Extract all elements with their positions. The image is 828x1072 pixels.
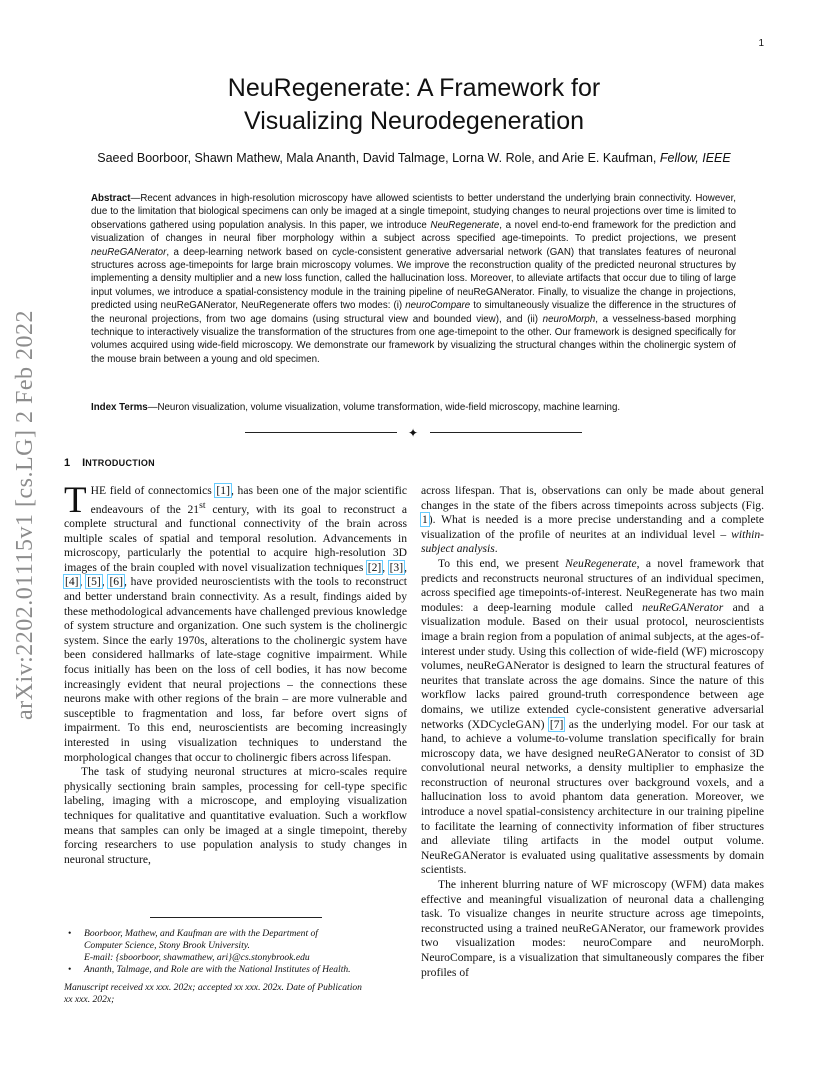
citation-link[interactable]: [6] (109, 575, 123, 589)
footnote-line: • Boorboor, Mathew, and Kaufman are with the Department of (84, 928, 318, 939)
superscript: st (199, 499, 206, 511)
title-line-2: Visualizing Neurodegeneration (243, 107, 585, 135)
citation-link[interactable]: [7] (549, 717, 564, 731)
body-text: and a visualization module. Based on their usual protocol, neuroscientists image a brain region from a population of animal subjects, at the ages-of-interest under study. Using this collection of wide-field (WF) microscopy volumes, neuReGANerator is designed to learn the structural features of neurites that translate across the age domains. Since the nature of this workflow lacks paired ground-truth correspondence between age domains, we utilize extended cycle-consistent generative adversarial networks (XDCycleGAN) (421, 600, 764, 731)
body-text: as the underlying model. For our task at hand, to achieve a volume-to-volume translation specifically for brain microscopy data, we have designed neuReGANerator to consist of 3D convolutional neural networks, a density multiplier to emphasize the reconstruction of neuronal structures over background voxels, and a hallucination loss to avoid phantom data generation. Moreover, we introduce a novel spatial-consistency architecture in our training pipeline to facilitate the learning of connectivity information of fiber structures and alleviate tiling artifacts in the model output volume. NeuReGANerator is evaluated using qualitative assessments by domain scientists. (421, 717, 764, 877)
footnote-rule (150, 917, 322, 918)
body-text: ). What is needed is a more precise understanding and a complete visualization of the profile of neurites at an individual level – (421, 513, 764, 541)
body-text: , (382, 560, 389, 574)
section-initial: I (82, 457, 86, 469)
separator-line-right (430, 432, 582, 433)
separator-star-icon: ✦ (408, 426, 419, 440)
citation-link[interactable]: [1] (216, 484, 230, 497)
abstract-emph: NeuRegenerate (430, 219, 500, 231)
section-heading (64, 457, 155, 469)
abstract-label: Abstract (91, 193, 131, 204)
left-column (64, 480, 408, 867)
index-terms (91, 402, 751, 413)
body-text: , has been one of the major scientific endeavours of the 21 (90, 484, 407, 516)
body-text: , a novel framework that predicts and reconstructs neuronal structures of an individual specimen, across specified age timepoints-of-interest. NeuRegenerate has two main modules: a deep-learning module called (421, 556, 764, 614)
body-text: To this end, we present (438, 556, 566, 570)
citation-link[interactable]: [3] (389, 560, 404, 574)
index-terms-label: Index Terms (91, 402, 148, 413)
title-line-1: NeuRegenerate: A Framework for (227, 74, 601, 102)
abstract-text: , a vesselness-based morphing technique to interactively visualize the transformation of the structures from one age-timepoint to the other. Our framework is designed specifically for volumes acquired using wide-field microscopy. We demonstrate our framework by visualizing the structural changes within the cholinergic system of the mouse brain between a young and old specimen. (91, 313, 736, 365)
authors-main: Saeed Boorboor, Shawn Mathew, Mala Ananth, David Talmage, Lorna W. Role, and Arie E. Kaufman, (97, 151, 657, 165)
abstract (91, 192, 736, 366)
footnote-affiliation (64, 928, 407, 964)
body-text: , (404, 560, 407, 574)
emphasis: neuReGANerator (642, 600, 724, 614)
body-text: field of connectomics (106, 484, 216, 497)
emphasis: NeuRegenerate (565, 556, 637, 570)
abstract-text: to simultaneously visualize the difference in the structures of the neuronal projections, from two age domains (using structural view and bounded view), and (ii) (91, 300, 736, 325)
footnote-line: xx xxx. 202x; (64, 994, 115, 1005)
abstract-emph: neuroCompare (405, 300, 471, 312)
manuscript-note (64, 982, 407, 1006)
citation-link[interactable]: [5] (87, 575, 101, 589)
footnote-affiliation: • Ananth, Talmage, and Role are with the National Institutes of Health. (64, 964, 407, 976)
paragraph (64, 480, 408, 765)
paper-title (60, 72, 768, 138)
footnote-line: Manuscript received xx xxx. 202x; accepted xx xxx. 202x. Date of Publication (64, 982, 362, 993)
abstract-text: , a novel end-to-end framework for the prediction and visualization of changes in neural fiber morphology within a subject across specified age-timepoints. To predict projections, we present (91, 219, 736, 245)
paragraph: The inherent blurring nature of WF microscopy (WFM) data makes effective and meaningful visualization of neuronal data a challenging task. To visualize changes in neurite structure across age timepoints, reconstructed using a trained neuReGANerator, our framework provides two visualization modes: neuroCompare and neuroMorph. NeuroCompare, is a visualization that simultaneously compares the fiber profiles of (421, 878, 764, 979)
section-number: 1 (64, 457, 71, 469)
footnote-email: E-mail: {sboorboor, shawmathew, ari}@cs.stonybrook.edu (84, 952, 310, 963)
small-caps-text: HE (90, 484, 107, 497)
paragraph (421, 484, 764, 557)
section-separator (0, 428, 828, 438)
authors-suffix: Fellow, IEEE (659, 151, 731, 165)
separator-line-left (245, 432, 397, 433)
abstract-text: , a deep-learning network based on cycle-consistent generative adversarial network (GAN) that translates features of neuronal structures across age-timepoints for large brain microscopy volumes. We improve the reconstruction quality of the predicted neuronal structures by implementing a density multiplier and a new loss function, called the hallucination loss. Moreover, to alleviate artifacts that occur due to tiling of large input volumes, we introduce a spatial-consistency module in the training pipeline of neuReGANerator. Finally, to visualize the change in projections, predicted using neuReGANerator, NeuRegenerate offers two modes: (i) (91, 246, 736, 312)
index-terms-text: —Neuron visualization, volume visualization, volume transformation, wide-field microscopy, machine learning. (147, 402, 621, 413)
figure-link[interactable]: 1 (422, 513, 428, 527)
arxiv-stamp[interactable]: arXiv:2202.01115v1 [cs.LG] 2 Feb 2022 (12, 310, 38, 720)
body-text: . (494, 542, 498, 556)
drop-cap: T (64, 480, 87, 521)
paragraph: The task of studying neuronal structures at micro-scales require physically sectioning brain samples, processing for cell-type specific labeling, imaging with a microscope, and employing visualization techniques for qualitative and quantitative evaluation. Such a workflow means that samples can only be imaged at a single timepoint, thereby forcing researchers to use population analysis to study changes in neuronal structure, (64, 765, 407, 866)
footnotes (64, 928, 407, 1006)
abstract-emph: neuroMorph (542, 313, 596, 325)
body-text: across lifespan. That is, observations can only be made about general changes in the state of the fibers across timepoints across subjects (Fig. (421, 484, 764, 512)
footnote-line: Computer Science, Stony Brook University. (84, 940, 250, 951)
author-list (40, 151, 788, 165)
paragraph (421, 557, 764, 878)
body-text: , (79, 575, 87, 589)
abstract-emph: neuReGANerator (91, 246, 167, 258)
body-text: , (101, 575, 109, 589)
citation-link[interactable]: [4] (65, 575, 79, 589)
abstract-text: —Recent advances in high-resolution microscopy have allowed scientists to better understand the underlying brain connectivity. However, due to the limitation that biological specimens can only be imaged at a single timepoint, studying changes to neural projections over time is limited to observations gathered using population analysis. In this paper, we introduce (91, 193, 736, 231)
emphasis: within-subject analysis (421, 527, 764, 556)
body-text: century, with its goal to reconstruct a complete structural and functional connectivity of the brain across multiple scales of spatial and temporal resolution. Advancements in microscopy, particularly the potential to acquire high-resolution 3D images of the brain coupled with novel visualization techniques (64, 502, 407, 574)
page-number: 1 (758, 38, 764, 49)
section-title-rest: NTRODUCTION (85, 458, 155, 468)
body-text: , have provided neuroscientists with the tools to reconstruct and better understand brain connectivity. As a result, findings aided by these methodological advancements have challenged previous knowledge of system structure and organization. One such system is the cholinergic system. Since the early 1970s, alterations to the cholinergic system have been considered hallmarks of late-stage cognitive impairment. While focus initially has been on the loss of cell bodies, it has now become increasingly evident that neural projections – the connections these neurons make with other regions of the brain – are more vulnerable and susceptible to fragmentation and loss, far before overt signs of impairment. To this end, neuroscientists are becoming increasingly interested in using visualization techniques to understand the morphological changes that occur to cholinergic fibers across lifespan. (64, 575, 408, 764)
citation-link[interactable]: [2] (367, 560, 382, 574)
right-column (421, 484, 764, 980)
